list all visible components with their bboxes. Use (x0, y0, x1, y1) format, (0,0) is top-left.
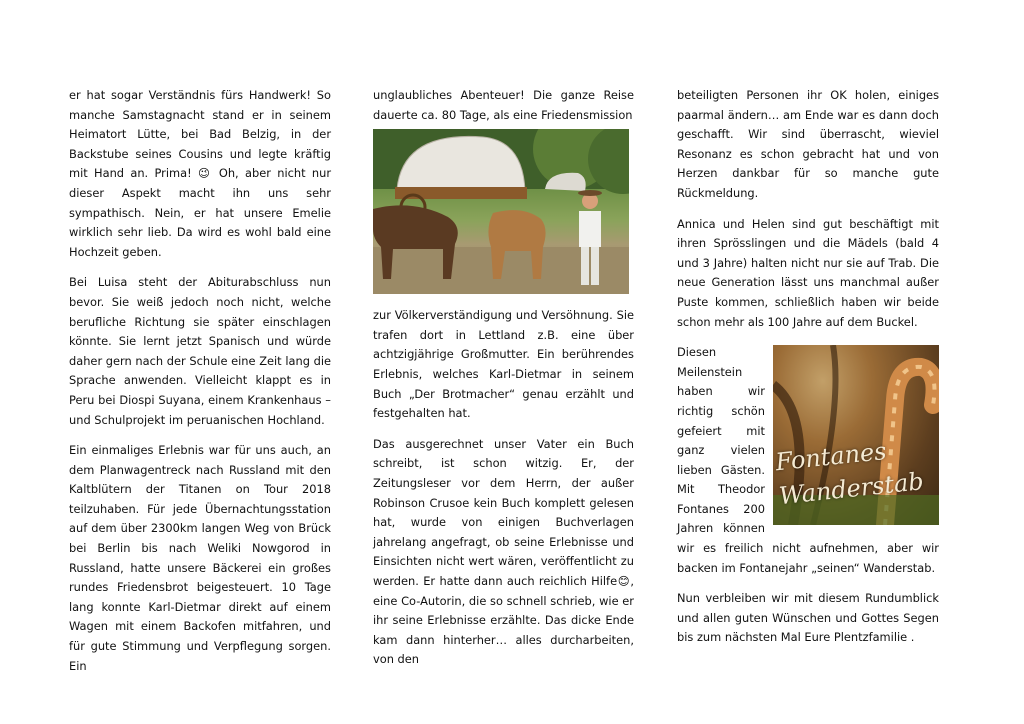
paragraph-buch: Das ausgerechnet unser Vater ein Buch schreibt, ist schon witzig. Er, der Zeitungsleser vor dem Herrn, der außer Robinson Crusoe kein Buch komplett gelesen hat, wurde von einigen Buchverlagen jahrelang angefragt, ob seine Erlebnisse und Einsichten nicht wert wären, veröffentlicht zu werden. Er hatte dann auch reichlich Hilfe😊, eine Co-Autorin, die so schnell schrieb, wie er ihr seine Erlebnisse erzählte. Das dicke Ende kam dann hinterher… alles durcharbeiten, von den (373, 436, 634, 667)
column-1 (69, 86, 331, 687)
wagon-train-photo (373, 129, 629, 294)
paragraph-meilenstein: Diesen Meilenstein haben wir richtig schön gefeiert mit ganz vielen lieben Gästen. Mit Theodor Fontanes 200 Jahren können wir es freilich nicht aufnehmen, aber wir backen im Fontanejahr „seinen“ Wanderstab. (677, 345, 939, 575)
paragraph-luisa: Bei Luisa steht der Abiturabschluss nun bevor. Sie weiß jedoch noch nicht, welche berufliche Richtung sie später einschlagen könnte. Sie lernt jetzt Spanisch und würde daher gern nach der Schule eine Zeit lang die Sprache anwenden. Vielleicht klappt es in Peru bei Diospi Suyana, einem Krankenhaus – und Schulprojekt im peruanischen Hochland. (69, 275, 331, 427)
column-3 (677, 86, 939, 659)
paragraph-abenteuer-start: unglaubliches Abenteuer! Die ganze Reise dauerte ca. 80 Tage, als eine Friedensmission (373, 88, 634, 122)
image-caption: Fontanes Wanderstab (774, 437, 925, 511)
paragraph-resonanz: beteiligten Personen ihr OK holen, einiges paarmal ändern… am Ende war es dann doch geschafft. Wir sind überrascht, wieviel Resonanz es schon gebracht hat und von Herzen dankbar für so manche gute Rückmeldung. (677, 88, 939, 200)
fontanes-wanderstab-image (773, 345, 939, 525)
paragraph-voelkerverstaendigung: zur Völkerverständigung und Versöhnung. Sie trafen dort in Lettland z.B. eine über achtzigjährige Großmutter. Ein berührendes Erlebnis, welches Karl-Dietmar in seinem Buch „Der Brotmacher“ genau erzählt und festgehalten hat. (373, 308, 634, 421)
paragraph-annica-helen: Annica und Helen sind gut beschäftigt mit ihren Sprösslingen und die Mädels (bald 4 und 3 Jahre) halten nicht nur sie auf Trab. Die neue Generation lässt uns manchmal außer Puste kommen, schließlich haben wir beide schon mehr als 100 Jahre auf dem Buckel. (677, 216, 939, 329)
column-2 (373, 86, 634, 681)
paragraph-closing: Nun verbleiben wir mit diesem Rundumblick und allen guten Wünschen und Gottes Segen bis zum nächsten Mal Eure Plentzfamilie . (677, 591, 939, 645)
paragraph-emelie: er hat sogar Verständnis fürs Handwerk! So manche Samstagnacht stand er in seinem Heimatort Lütte, bei Bad Belzig, in der Backstube seines Cousins und legte kräftig mit Hand an. Prima! 😉 Oh, aber nicht nur dieser Aspekt macht ihn uns sehr sympathisch. Nein, er hat unsere Emelie wirklich sehr lieb. Da wird es wohl bald eine Hochzeit geben. (69, 88, 331, 259)
paragraph-planwagentreck: Ein einmaliges Erlebnis war für uns auch, an dem Planwagentreck nach Russland mit den Kaltblütern der Titanen on Tour 2018 teilzuhaben. Für jede Übernachtungsstation auf dem über 2300km langen Weg von Brück bei Berlin bis nach Weliki Nowgorod in Russland, hatte unsere Bäckerei ein großes rundes Friedensbrot beigesteuert. 10 Tage lang konnte Karl-Dietmar direkt auf einem Wagen mit einem Backofen mitfahren, und für gute Stimmung und Verpflegung sorgen. Ein (69, 443, 331, 673)
